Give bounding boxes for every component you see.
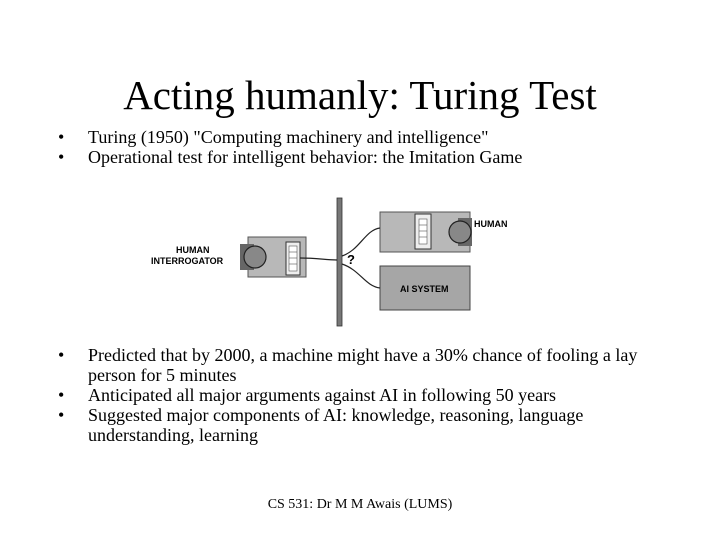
- bullet-item: • Turing (1950) "Computing machinery and intelligence": [58, 127, 678, 147]
- question-mark-label: ?: [347, 252, 355, 267]
- slide-title: Acting humanly: Turing Test: [123, 72, 597, 118]
- ai-system-label: AI SYSTEM: [400, 284, 449, 294]
- ai-cable: [342, 264, 380, 288]
- turing-test-diagram: [140, 190, 530, 330]
- divider-wall: [337, 198, 342, 326]
- bullet-item: • Predicted that by 2000, a machine might have a 30% chance of fooling a lay person for 5 minutes: [58, 345, 678, 385]
- human-figure: [380, 212, 472, 252]
- slide-footer: CS 531: Dr M M Awais (LUMS): [267, 497, 453, 512]
- human-label: HUMAN: [474, 219, 508, 229]
- bullet-list-top: [58, 127, 678, 167]
- interrogator-label-line1: HUMAN: [176, 245, 210, 255]
- bullet-list-bottom: [58, 345, 678, 445]
- bullet-item: • Anticipated all major arguments against AI in following 50 years: [58, 385, 678, 405]
- bullet-item: • Suggested major components of AI: knowledge, reasoning, language understanding, learning: [58, 405, 678, 445]
- interrogator-label-line2: INTERROGATOR: [151, 256, 224, 266]
- bullet-item: • Operational test for intelligent behavior: the Imitation Game: [58, 147, 678, 167]
- interrogator-figure: [240, 237, 306, 277]
